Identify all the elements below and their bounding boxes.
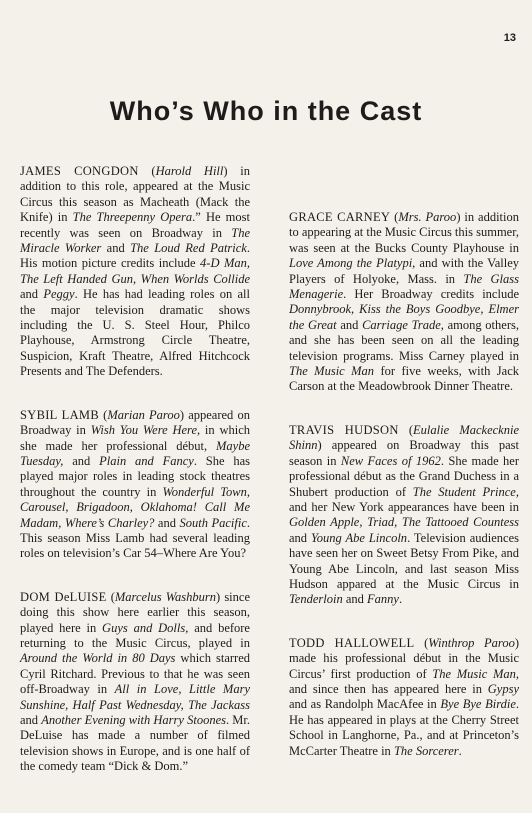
- bio-todd-hallowell: TODD HALLOWELL (Winthrop Paroo) made his professional début in the Music Circus’ first production of The Music Man, and since then has appeared here in Gypsy and as Randolph MacAfee in Bye Bye Birdie. He has appeared in plays at the Cherry Street School in Langhorne, Pa., and at Princeton’s McCarter Theatre in The Sorcerer.: [289, 635, 520, 758]
- page-number: 13: [503, 32, 516, 44]
- show-title: Young Abe Lincoln: [310, 530, 408, 545]
- show-title: The Student Prince,: [412, 484, 519, 499]
- show-title: The Music Man: [289, 364, 375, 379]
- show-title: Wonderful Town, Carousel, Brigadoon, Oklahoma! Call Me Madam, Where’s Charley?: [20, 484, 251, 530]
- actor-name: SYBIL LAMB: [20, 407, 99, 422]
- show-title: Around the World in 80 Days: [20, 651, 176, 666]
- show-title: The Threepenny Opera: [72, 210, 193, 225]
- actor-name: GRACE CARNEY: [289, 210, 391, 224]
- show-title: The Glass Menagerie: [289, 271, 520, 302]
- bio-grace-carney: GRACE CARNEY (Mrs. Paroo) in addition to appearing at the Music Circus this summer, was seen at the Bucks County Playhouse in Love Among the Platypi, and with the Valley Players of Holyoke, Mass. in The Glass Menagerie. Her Broadway credits include Donnybrook, Kiss the Boys Goodbye, Elmer the Great and Carriage Trade, among others, and she has been seen on all the leading television programs. Miss Carney played in The Music Man for five weeks, with Jack Carson at the Meadowbrook Dinner Theatre.: [289, 210, 520, 394]
- show-title: Peggy: [43, 287, 75, 302]
- bio-dom-deluise: DOM DeLUISE (Marcelus Washburn) since doing this show here earlier this season, played here in Guys and Dolls, and before returning to the Music Circus, played in Around the World in 80 Days which starred Cyril Ritchard. Previous to that he was seen off-Broadway in All in Love, Little Mary Sunshine, Half Past Wednesday, The Jackass and Another Evening with Harry Stoones. Mr. DeLuise has made a number of filmed television shows in Europe, and is one half of the comedy team “Dick & Dom.”: [20, 589, 250, 774]
- show-title: Love Among the Platypi,: [289, 256, 416, 271]
- left-column: [20, 164, 250, 775]
- show-title: Carriage Trade,: [362, 317, 444, 332]
- actor-name: JAMES CONGDON: [20, 164, 139, 178]
- show-title: South Pacific: [179, 515, 247, 530]
- page-title: Who’s Who in the Cast: [109, 96, 423, 126]
- role-name: Eulalie Mackecknie Shinn: [289, 422, 519, 453]
- actor-name: TODD HALLOWELL: [289, 635, 415, 650]
- show-title: New Faces of 1962: [340, 453, 441, 468]
- show-title: Maybe Tuesday,: [20, 438, 250, 468]
- role-name: Marian Paroo: [107, 407, 180, 422]
- actor-name: DOM DeLUISE: [20, 589, 107, 604]
- show-title: Golden Apple, Triad, The Tattooed Countess: [289, 515, 519, 530]
- show-title: Tenderloin: [289, 592, 343, 607]
- show-title: Plain and Fancy: [99, 453, 194, 468]
- show-title: Guys and Dolls,: [102, 620, 189, 635]
- show-title: Another Evening with Harry Stoones: [41, 713, 226, 727]
- role-name: Mrs. Paroo: [398, 210, 457, 224]
- show-title: Donnybrook, Kiss the Boys Goodbye, Elmer the Great: [289, 302, 519, 332]
- show-title: 4-D Man, The Left Handed Gun, When Worlds Collide: [20, 256, 250, 286]
- show-title: The Music Man,: [432, 666, 519, 681]
- actor-name: TRAVIS HUDSON: [289, 422, 399, 437]
- right-column: [289, 164, 519, 759]
- show-title: The Loud Red Patrick: [130, 241, 247, 256]
- bio-sybil-lamb: SYBIL LAMB (Marian Paroo) appeared on Broadway in Wish You Were Here, in which she made her professional début, Maybe Tuesday, and Plain and Fancy. She has played major roles in leading stock theatres throughout the country in Wonderful Town, Carousel, Brigadoon, Oklahoma! Call Me Madam, Where’s Charley? and South Pacific. This season Miss Lamb had several leading roles on television’s Car 54–Where Are You?: [20, 407, 251, 561]
- show-title: The Miracle Worker: [20, 225, 250, 256]
- show-title: Bye Bye Birdie: [440, 697, 516, 712]
- show-title: All in Love, Little Mary Sunshine, Half Past Wednesday, The Jackass: [20, 682, 250, 712]
- bio-travis-hudson: TRAVIS HUDSON (Eulalie Mackecknie Shinn) appeared on Broadway this past season in New Faces of 1962. She made her professional début as the Grand Duchess in a Shubert production of The Student Prince, and her New York appearances have been in Golden Apple, Triad, The Tattooed Countess and Young Abe Lincoln. Television audiences have seen her on Sweet Betsy From Pike, and Young Abe Lincoln, and last season Miss Hudson appared at the Music Circus in Tenderloin and Fanny.: [289, 422, 519, 607]
- bio-james-congdon: JAMES CONGDON (Harold Hill) in addition to this role, appeared at the Music Circus this season as Macheath (Mack the Knife) in The Threepenny Opera.” He most recently was seen on Broadway in The Miracle Worker and The Loud Red Patrick. His motion picture credits include 4-D Man, The Left Handed Gun, When Worlds Collide and Peggy. He has had leading roles on all the major television dramatic shows including the U. S. Steel Hour, Philco Playhouse, Armstrong Circle Theatre, Suspicion, Kraft Theatre, Alfred Hitchcock Presents and The Defenders.: [20, 164, 250, 379]
- show-title: The Sorcerer: [393, 743, 459, 758]
- show-title: Wish You Were Here,: [90, 423, 201, 438]
- show-title: Gypsy: [487, 681, 519, 696]
- role-name: Harold Hill: [155, 164, 224, 178]
- show-title: Fanny: [367, 592, 399, 607]
- role-name: Winthrop Paroo: [428, 635, 515, 650]
- role-name: Marcelus Washburn: [114, 589, 217, 604]
